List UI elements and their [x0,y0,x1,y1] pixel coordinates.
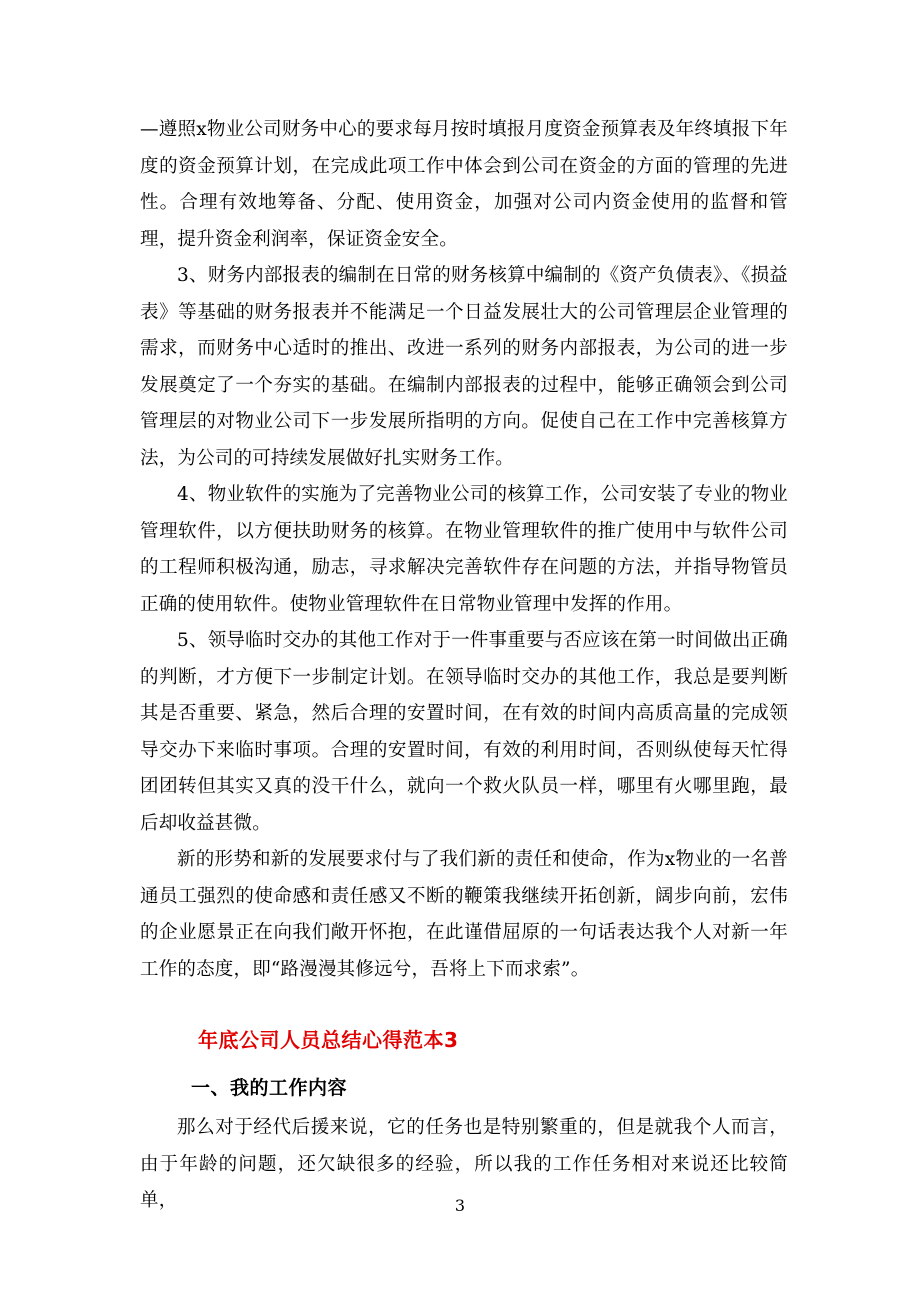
document-body [140,112,788,1220]
paragraph-temporary-tasks: 5、领导临时交办的其他工作对于一件事重要与否应该在第一时间做出正确的判断，才方便下一步制定计划。在领导临时交办的其他工作，我总是要判断其是否重要、紧急，然后合理的安置时间，在有效的时间内高质高量的完成领导交办下来临时事项。合理的安置时间，有效的利用时间，否则纵使每天忙得团团转但其实又真的没干什么，就向一个救火队员一样，哪里有火哪里跑，最后却收益甚微。 [140,630,788,834]
section-title: 年底公司人员总结心得范本3 [198,1028,459,1052]
paragraph-conclusion: 新的形势和新的发展要求付与了我们新的责任和使命，作为x物业的一名普通员工强烈的使命感和责任感又不断的鞭策我继续开拓创新，阔步向前，宏伟的企业愿景正在向我们敞开怀抱，在此谨借屈原的一句话表达我个人对新一年工作的态度，即“路漫漫其修远兮，吾将上下而求索”。 [140,849,788,980]
paragraph-property-software: 4、物业软件的实施为了完善物业公司的核算工作，公司安装了专业的物业管理软件，以方便扶助财务的核算。在物业管理软件的推广使用中与软件公司的工程师积极沟通，励志，寻求解决完善软件存在问题的方法，并指导物管员正确的使用软件。使物业管理软件在日常物业管理中发挥的作用。 [140,484,788,615]
paragraph-budget-continuation: —遵照x物业公司财务中心的要求每月按时填报月度资金预算表及年终填报下年度的资金预算计划，在完成此项工作中体会到公司在资金的方面的管理的先进性。合理有效地筹备、分配、使用资金，加强对公司内资金使用的监督和管理，提升资金利润率，保证资金安全。 [140,119,788,250]
page-number: 3 [454,1196,466,1215]
paragraph-internal-reports: 3、财务内部报表的编制在日常的财务核算中编制的《资产负债表》、《损益表》等基础的财务报表并不能满足一个日益发展壮大的公司管理层企业管理的需求，而财务中心适时的推出、改进一系列的财务内部报表，为公司的进一步发展奠定了一个夯实的基础。在编制内部报表的过程中，能够正确领会到公司管理层的对物业公司下一步发展所指明的方向。促使自己在工作中完善核算方法，为公司的可持续发展做好扎实财务工作。 [140,265,788,469]
subsection-title: 一、我的工作内容 [191,1077,348,1099]
paragraph-work-content: 那么对于经代后援来说，它的任务也是特别繁重的，但是就我个人而言，由于年龄的问题，还欠缺很多的经验，所以我的工作任务相对来说还比较简单， [140,1117,788,1211]
